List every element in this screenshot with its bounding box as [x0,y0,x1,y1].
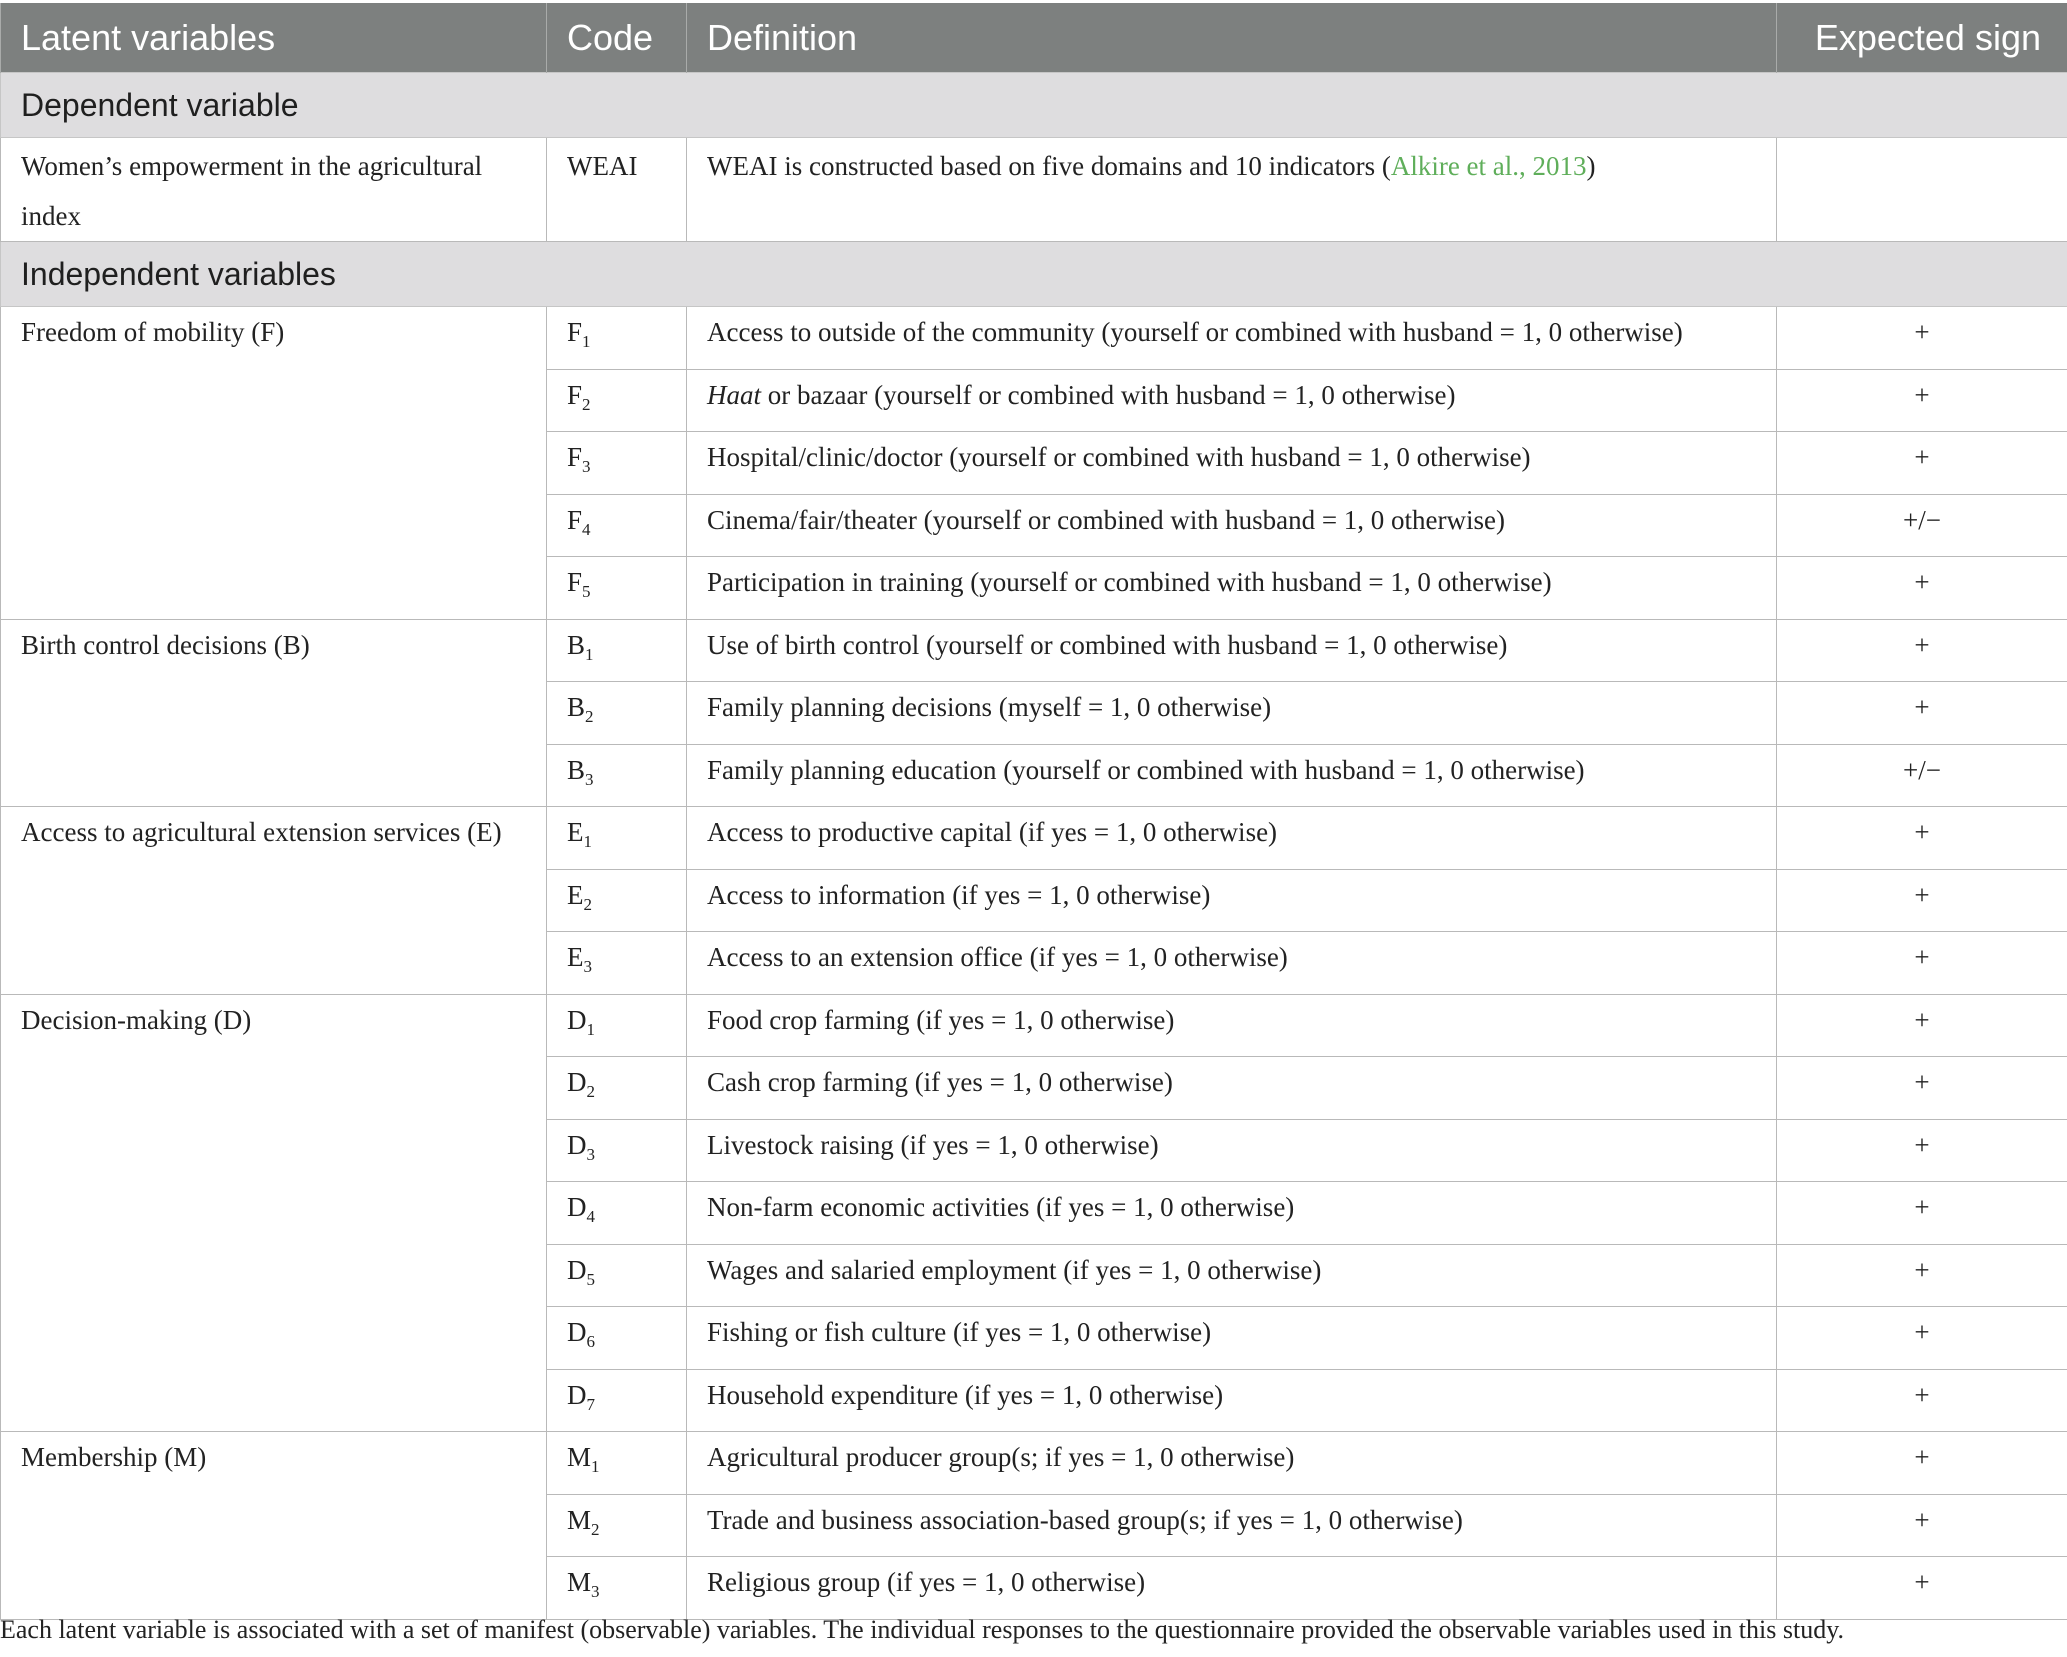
code-cell [547,1557,687,1620]
code-subscript: 1 [583,832,592,851]
definition-cell [687,1057,1777,1120]
definition-text: Fishing or fish culture (if yes = 1, 0 otherwise) [707,1317,1212,1347]
code-letter: E [567,942,584,972]
definition-cell [687,932,1777,995]
section-row-independent [1,242,2067,307]
code-subscript: 2 [585,707,594,726]
expected-sign-cell: + [1777,1057,2067,1120]
code-subscript: 2 [591,1519,600,1539]
definition-cell [687,1182,1777,1245]
definition-italic-term: Haat [707,379,761,410]
definition-cell [687,369,1777,432]
code-subscript: 2 [583,894,592,914]
table-row [1,307,2067,370]
expected-sign-cell: + [1777,869,2067,932]
code-cell [547,1494,687,1557]
code-cell [547,1119,687,1182]
code-letter: D [567,1067,587,1097]
code-letter: B [567,754,586,785]
code-subscript: 3 [591,1582,600,1601]
code-letter: B [567,629,586,660]
code-letter: F [567,442,583,472]
code-cell [547,307,687,370]
latent-variable-cell: Access to agricultural extension services (E) [1,807,547,995]
section-row-dependent [1,73,2067,138]
latent-variable-cell: Birth control decisions (B) [1,619,547,807]
definition-text: Religious group (if yes = 1, 0 otherwise) [707,1567,1146,1597]
definition-cell [687,619,1777,682]
definition-text: Use of birth control (yourself or combined with husband = 1, 0 otherwise) [707,629,1508,660]
definition-text: Non-farm economic activities (if yes = 1, 0 otherwise) [707,1192,1295,1222]
definition-text: Hospital/clinic/doctor (yourself or combined with husband = 1, 0 otherwise) [707,442,1531,472]
code-letter: D [567,1192,587,1222]
expected-sign-cell: + [1777,307,2067,370]
code-cell [547,744,687,807]
code-cell [547,869,687,932]
code-subscript: 2 [582,394,591,414]
code-letter: B [567,692,586,722]
code-subscript: 1 [586,1019,595,1039]
definition-cell [687,1307,1777,1370]
expected-sign-cell: + [1777,807,2067,870]
definition-text: Trade and business association-based group(s; if yes = 1, 0 otherwise) [707,1504,1463,1535]
code-letter: D [567,1004,587,1035]
latent-variable-cell: Decision-making (D) [1,994,547,1432]
table-row [1,619,2067,682]
definition-cell [687,744,1777,807]
definition-text: Access to productive capital (if yes = 1, 0 otherwise) [707,817,1278,847]
code-subscript: 3 [586,1144,595,1164]
code-subscript: 2 [586,1082,595,1101]
table-row [1,807,2067,870]
expected-sign-cell: + [1777,369,2067,432]
code-cell [547,1244,687,1307]
definition-text: Agricultural producer group(s; if yes = 1, 0 otherwise) [707,1442,1295,1472]
definition-text: Wages and salaried employment (if yes = 1, 0 otherwise) [707,1254,1322,1285]
expected-sign-cell: + [1777,432,2067,495]
definition-text: Family planning decisions (myself = 1, 0 otherwise) [707,692,1272,722]
table-header-row [1,3,2067,73]
definition-cell [687,869,1777,932]
reference-link-alkire[interactable]: Alkire et al., 2013 [1390,151,1587,181]
code-letter: F [567,317,583,347]
code-cell [547,619,687,682]
definition-text: Participation in training (yourself or combined with husband = 1, 0 otherwise) [707,567,1552,597]
definition-close-weai: ) [1586,151,1596,181]
expected-sign-cell: + [1777,1369,2067,1432]
expected-sign-cell: +/− [1777,494,2067,557]
expected-sign-cell: + [1777,1307,2067,1370]
table-row [1,1432,2067,1495]
code-cell [547,1307,687,1370]
code-cell [547,369,687,432]
definition-text: Family planning education (yourself or combined with husband = 1, 0 otherwise) [707,754,1585,785]
code-cell [547,807,687,870]
header-expected-sign: Expected sign [1777,3,2067,73]
definition-cell [687,1244,1777,1307]
section-label-independent: Independent variables [1,242,2067,307]
expected-sign-cell: + [1777,619,2067,682]
expected-sign-cell: + [1777,1182,2067,1245]
expected-sign-cell: + [1777,932,2067,995]
code-subscript: 3 [582,457,591,476]
expected-sign-cell: + [1777,557,2067,620]
section-label-dependent: Dependent variable [1,73,2067,138]
definition-cell [687,682,1777,745]
code-letter: M [567,1504,592,1535]
code-cell [547,1369,687,1432]
definition-text: Cinema/fair/theater (yourself or combined with husband = 1, 0 otherwise) [707,504,1506,535]
definition-cell [687,994,1777,1057]
code-subscript: 1 [591,1457,600,1476]
code-subscript: 3 [585,769,594,789]
definition-text: or bazaar (yourself or combined with husband = 1, 0 otherwise) [761,379,1456,410]
definition-cell [687,1369,1777,1432]
latent-variable-cell: Membership (M) [1,1432,547,1620]
latent-variable-cell: Freedom of mobility (F) [1,307,547,620]
sign-cell-weai [1777,138,2067,242]
code-letter: D [567,1254,587,1285]
table-row-weai [1,138,2067,242]
header-definition: Definition [687,3,1777,73]
definition-cell [687,807,1777,870]
expected-sign-cell: + [1777,994,2067,1057]
code-letter: F [567,504,583,535]
table-footnote: Each latent variable is associated with a set of manifest (observable) variables. The individual responses to the questionnaire provided the observable variables used in this study. [0,1615,1845,1644]
code-letter: F [567,567,583,597]
code-cell [547,494,687,557]
code-subscript: 7 [586,1394,595,1414]
code-letter: E [567,817,584,847]
code-subscript: 3 [583,957,592,976]
code-cell [547,1182,687,1245]
code-letter: F [567,379,583,410]
expected-sign-cell: +/− [1777,744,2067,807]
code-subscript: 5 [582,582,591,601]
code-subscript: 1 [582,332,591,351]
code-subscript: 6 [586,1332,595,1351]
definition-text: Household expenditure (if yes = 1, 0 otherwise) [707,1379,1224,1410]
definition-text: Cash crop farming (if yes = 1, 0 otherwise) [707,1067,1173,1097]
expected-sign-cell: + [1777,1119,2067,1182]
definition-text: Livestock raising (if yes = 1, 0 otherwise) [707,1129,1159,1160]
code-cell [547,1057,687,1120]
code-letter: M [567,1567,592,1597]
definition-cell [687,1494,1777,1557]
variables-table [0,3,2067,1620]
code-subscript: 5 [586,1269,595,1289]
definition-text: Access to an extension office (if yes = 1, 0 otherwise) [707,942,1288,972]
definition-text: Food crop farming (if yes = 1, 0 otherwise) [707,1004,1175,1035]
definition-cell [687,557,1777,620]
definition-text: Access to information (if yes = 1, 0 otherwise) [707,879,1211,910]
expected-sign-cell: + [1777,1432,2067,1495]
code-cell [547,557,687,620]
code-cell [547,682,687,745]
header-latent-variables: Latent variables [1,3,547,73]
definition-cell [687,1557,1777,1620]
definition-cell [687,432,1777,495]
code-subscript: 4 [582,519,591,539]
definition-cell-weai [687,138,1777,242]
latent-cell-weai: Women’s empowerment in the agricultural index [1,138,547,242]
definition-cell [687,494,1777,557]
code-cell-weai: WEAI [547,138,687,242]
expected-sign-cell: + [1777,1557,2067,1620]
definition-cell [687,1432,1777,1495]
expected-sign-cell: + [1777,1244,2067,1307]
code-subscript: 4 [586,1207,595,1226]
definition-text-weai: WEAI is constructed based on five domains and 10 indicators ( [707,151,1391,181]
definition-text: Access to outside of the community (yourself or combined with husband = 1, 0 otherwise) [707,317,1683,347]
code-letter: D [567,1129,587,1160]
table-row [1,994,2067,1057]
code-cell [547,994,687,1057]
code-letter: E [567,879,584,910]
header-code: Code [547,3,687,73]
code-letter: D [567,1379,587,1410]
code-cell [547,1432,687,1495]
code-letter: M [567,1442,592,1472]
code-subscript: 1 [585,644,594,664]
definition-cell [687,1119,1777,1182]
code-letter: D [567,1317,587,1347]
expected-sign-cell: + [1777,682,2067,745]
definition-cell [687,307,1777,370]
code-cell [547,432,687,495]
expected-sign-cell: + [1777,1494,2067,1557]
code-cell [547,932,687,995]
